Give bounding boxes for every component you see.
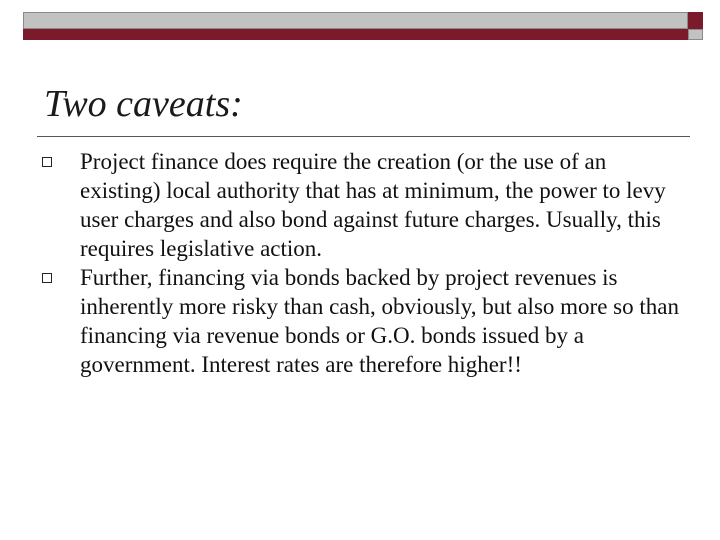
- header-gray-bar: [23, 12, 688, 29]
- slide-title: Two caveats:: [44, 83, 243, 125]
- corner-gray-block: [688, 29, 703, 40]
- bullet-item: [40, 263, 690, 379]
- title-divider: [37, 136, 690, 137]
- bullet-list: [40, 147, 690, 379]
- bullet-text: Further, financing via bonds backed by project revenues is inherently more risky than cash, obviously, but also more so than financing via revenue bonds or G.O. bonds issued by a government. Interest rates are therefore higher!!: [80, 265, 679, 377]
- corner-red-block: [688, 12, 703, 29]
- square-bullet-icon: [42, 273, 52, 283]
- square-bullet-icon: [42, 157, 52, 167]
- header-red-bar: [23, 29, 688, 40]
- bullet-item: [40, 147, 690, 263]
- bullet-text: Project finance does require the creation (or the use of an existing) local authority that has at minimum, the power to levy user charges and also bond against future charges. Usually, this requires legislative action.: [80, 149, 666, 261]
